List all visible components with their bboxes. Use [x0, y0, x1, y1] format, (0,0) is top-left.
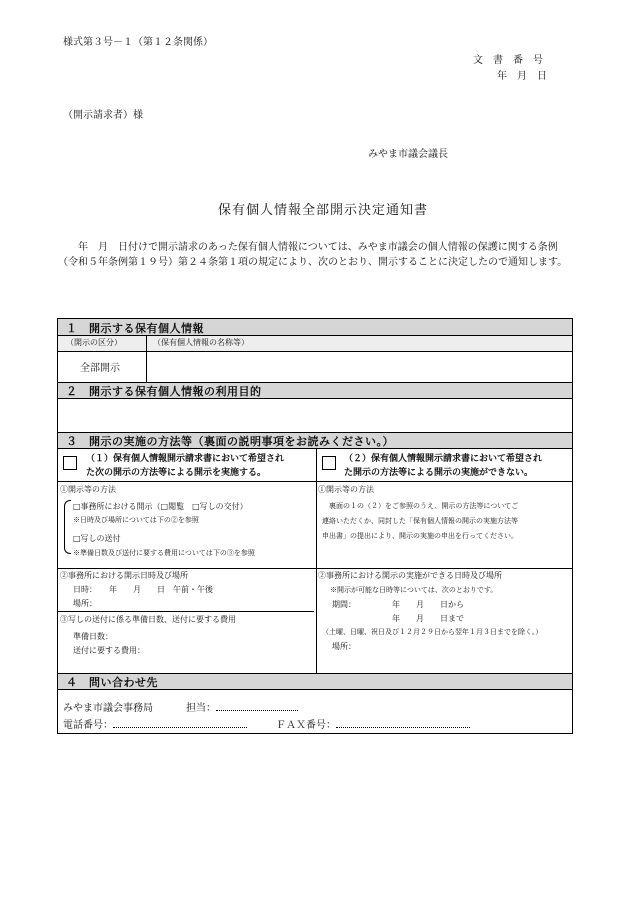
contact-staff — [186, 699, 298, 714]
left-datetime-date: 日時： 年 月 日 午前・午後 — [73, 585, 213, 594]
method-mail-note: ※準備日数及び送付に要する費用については下の③を参照 — [73, 549, 255, 557]
contact-phone-label: 電話番号： — [63, 720, 113, 731]
method-office-note: ※日時及び場所については下の②を参照 — [73, 516, 199, 524]
recipient-label: （開示請求者）様 — [63, 110, 143, 121]
option1-label-line2: た次の開示の方法等による開示を実施する。 — [86, 468, 267, 478]
right-place: 場所： — [332, 642, 356, 651]
contact-fax-field[interactable] — [336, 727, 470, 728]
right-method-line2: 連絡いただくか、同封した「保有個人情報の開示の実施方法等 — [322, 517, 518, 525]
right-period-label: 期間： — [332, 600, 356, 609]
contact-phone-field[interactable] — [113, 727, 247, 728]
right-method-title: ①開示等の方法 — [318, 485, 374, 494]
document-number-label: 文 書 番 号 — [473, 55, 543, 66]
contact-fax-label: ＦＡＸ番号： — [276, 720, 336, 731]
section1-col-category: （開示の区分） — [66, 338, 122, 347]
right-method-line3: 申出書」の提出により、開示の実施の申出を行ってください。 — [322, 532, 518, 540]
section1-col-name: （保有個人情報の名称等） — [153, 338, 249, 347]
method-office[interactable]: □事務所における開示（□閲覧 □写しの交付） — [73, 502, 248, 511]
date-label: 年 月 日 — [497, 71, 547, 82]
right-datetime-title: ②事務所における開示の実施ができる日時及び場所 — [318, 571, 502, 580]
option1-checkbox[interactable] — [63, 456, 77, 470]
left-datetime-title: ②事務所における開示日時及び場所 — [60, 571, 188, 580]
left-method-title: ①開示等の方法 — [60, 485, 116, 494]
option1-label-line1: （１）保有個人情報開示請求書において希望され — [86, 454, 285, 464]
option2-label-line2: た開示の方法等による開示の実施ができない。 — [344, 468, 534, 478]
contact-staff-field[interactable] — [216, 710, 298, 711]
right-datetime-note: ※開示が可能な日時等については、次のとおりです。 — [330, 586, 498, 594]
contact-fax — [276, 716, 470, 731]
section3-heading: ３ 開示の実施の方法等（裏面の説明事項をお読みください。） — [66, 435, 394, 448]
method-mail[interactable]: □写しの送付 — [73, 534, 121, 543]
contact-office: みやま市議会事務局 — [63, 703, 153, 714]
left-mail-cost: 送付に要する費用： — [73, 646, 145, 655]
intro-paragraph: 年 月 日付けで開示請求のあった保有個人情報については、みやま市議会の個人情報の保護に関する条例（令和５年条例第１９号）第２４条第１項の規定により、次のとおり、開示することに決定したので通知します。 — [58, 242, 568, 268]
section1-heading: １ 開示する保有個人情報 — [66, 322, 204, 335]
sender-label: みやま市議会議長 — [368, 149, 448, 160]
right-method-line1: 裏面の１の（２）をご参照のうえ、開示の方法等についてご — [322, 502, 519, 510]
contact-staff-label: 担当： — [186, 703, 216, 714]
section2-heading: ２ 開示する保有個人情報の利用目的 — [66, 385, 262, 398]
option2-checkbox[interactable] — [322, 456, 336, 470]
method-bracket — [64, 500, 71, 554]
section1-category-value: 全部開示 — [80, 363, 120, 374]
form-number: 様式第３号－１（第１２条関係） — [63, 37, 213, 48]
section4-heading: ４ 問い合わせ先 — [66, 676, 158, 689]
right-holiday-note: （土曜、日曜、祝日及び１２月２９日から翌年１月３日までを除く。） — [322, 628, 543, 636]
right-period-to: 年 月 日まで — [392, 614, 464, 623]
form-table — [57, 318, 573, 734]
left-mail-days: 準備日数： — [73, 632, 113, 641]
left-mail-title: ③写しの送付に係る準備日数、送付に要する費用 — [60, 615, 236, 624]
right-period-from: 年 月 日から — [392, 600, 464, 609]
option2-label-line1: （２）保有個人情報開示請求書において希望され — [344, 454, 543, 464]
document-title: 保有個人情報全部開示決定通知書 — [218, 203, 429, 218]
contact-phone — [63, 716, 247, 731]
left-datetime-place: 場所： — [73, 599, 97, 608]
